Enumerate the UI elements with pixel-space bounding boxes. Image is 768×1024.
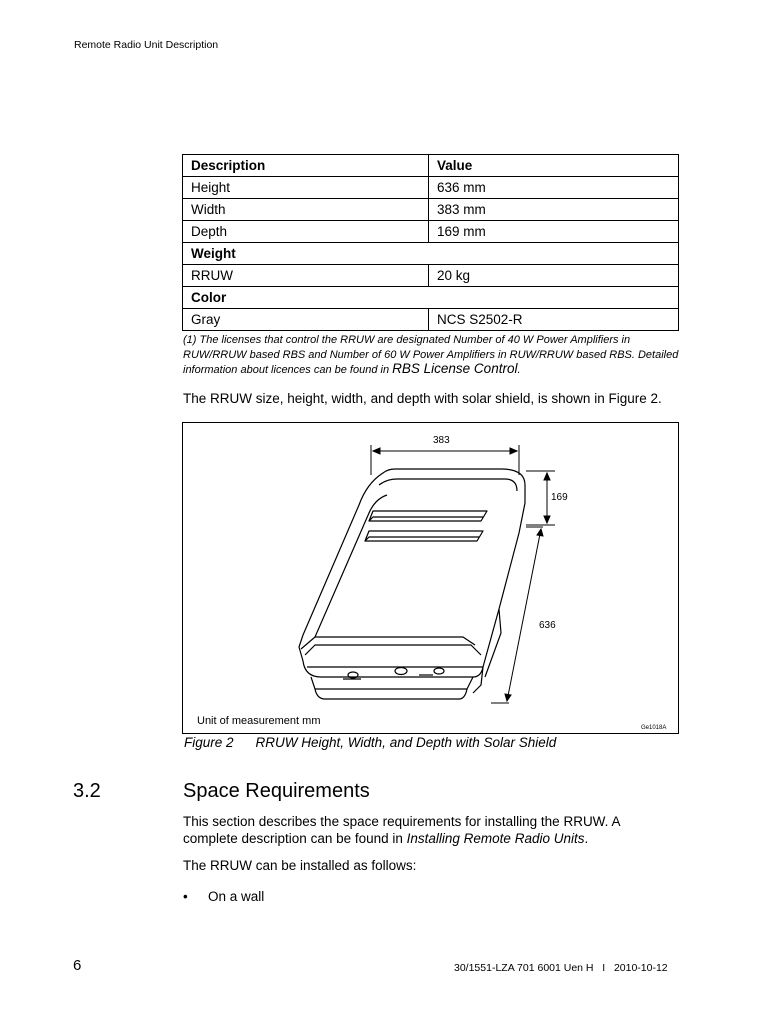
figure-frame bbox=[182, 422, 679, 734]
figure-ref-code: Ge1018A bbox=[641, 725, 667, 731]
table-row bbox=[183, 199, 679, 221]
unit-note: Unit of measurement mm bbox=[197, 715, 321, 727]
group-heading-weight: Weight bbox=[183, 243, 679, 265]
paragraph-end: . bbox=[584, 831, 589, 846]
table-group-row bbox=[183, 287, 679, 309]
spec-table bbox=[182, 154, 679, 331]
caption-title: RRUW Height, Width, and Depth with Solar Shield bbox=[255, 735, 557, 750]
table-row bbox=[183, 177, 679, 199]
col-header-value: Value bbox=[429, 155, 679, 177]
footnote-link[interactable]: RBS License Control bbox=[392, 361, 518, 376]
cell-value: NCS S2502-R bbox=[429, 309, 679, 331]
table-group-row bbox=[183, 243, 679, 265]
caption-number: Figure 2 bbox=[184, 735, 234, 750]
table-row bbox=[183, 309, 679, 331]
bullet-icon: • bbox=[183, 889, 188, 904]
dim-label-width: 383 bbox=[433, 435, 450, 446]
list-item-text: On a wall bbox=[208, 889, 265, 904]
group-heading-color: Color bbox=[183, 287, 679, 309]
cell-label: Height bbox=[183, 177, 429, 199]
dim-label-height: 636 bbox=[539, 620, 556, 631]
cell-label: Depth bbox=[183, 221, 429, 243]
table-footnote bbox=[183, 333, 683, 378]
section-paragraph-1 bbox=[183, 813, 673, 847]
paragraph-link[interactable]: Installing Remote Radio Units bbox=[406, 831, 585, 846]
table-header-row bbox=[183, 155, 679, 177]
cell-value: 636 mm bbox=[429, 177, 679, 199]
section-title: Space Requirements bbox=[183, 780, 370, 802]
dim-label-depth: 169 bbox=[551, 492, 568, 503]
running-header: Remote Radio Unit Description bbox=[74, 39, 219, 51]
table-row bbox=[183, 265, 679, 287]
list-item bbox=[183, 889, 264, 904]
rruw-dimension-drawing bbox=[183, 423, 678, 733]
footnote-text: (1) The licenses that control the RRUW are designated Number of 40 W Power Amplifiers in RUW/RRUW based RBS and Number of 60 W Power Amplifiers in RUW/RRUW based RBS. Detailed information about licences can be found in bbox=[183, 334, 679, 376]
cell-label: Width bbox=[183, 199, 429, 221]
table-row bbox=[183, 221, 679, 243]
cell-label: RRUW bbox=[183, 265, 429, 287]
cell-value: 383 mm bbox=[429, 199, 679, 221]
paragraph-text: This section describes the space requirements for installing the RRUW. A complete description can be found in bbox=[183, 814, 620, 846]
cell-value: 169 mm bbox=[429, 221, 679, 243]
page-number: 6 bbox=[73, 957, 82, 974]
footnote-end: . bbox=[517, 364, 521, 376]
document-reference: 30/1551-LZA 701 6001 Uen H I 2010-10-12 bbox=[454, 962, 668, 974]
intro-paragraph: The RRUW size, height, width, and depth with solar shield, is shown in Figure 2. bbox=[183, 391, 662, 406]
section-number: 3.2 bbox=[73, 780, 101, 802]
section-paragraph-2: The RRUW can be installed as follows: bbox=[183, 858, 417, 873]
cell-label: Gray bbox=[183, 309, 429, 331]
cell-value: 20 kg bbox=[429, 265, 679, 287]
col-header-description: Description bbox=[183, 155, 429, 177]
figure-caption bbox=[184, 735, 556, 750]
